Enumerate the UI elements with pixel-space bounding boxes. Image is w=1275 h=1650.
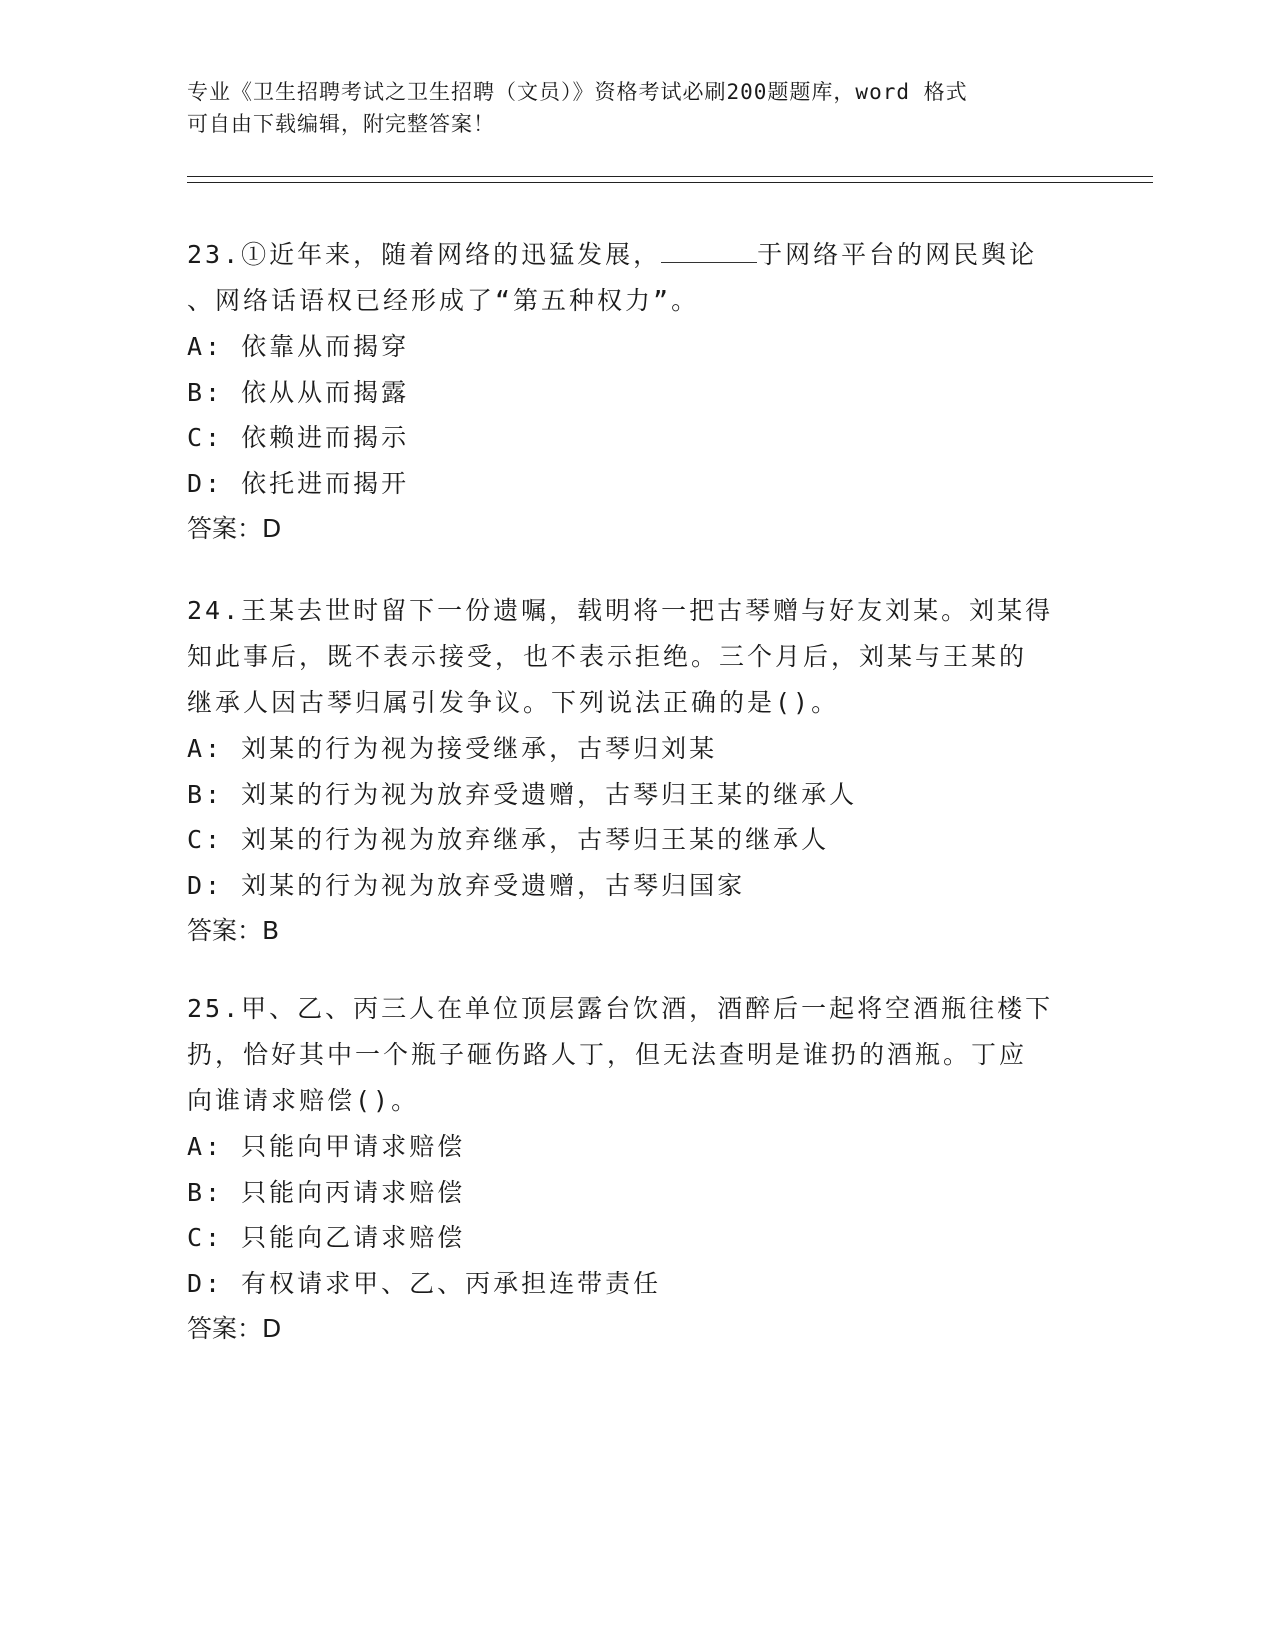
answer-line: 答案：D (187, 1314, 282, 1343)
question-stem-line: 24.王某去世时留下一份遗嘱，载明将一把古琴赠与好友刘某。刘某得 (187, 596, 1054, 625)
option-a: A: 刘某的行为视为接受继承，古琴归刘某 (187, 734, 718, 763)
question-stem-line: 继承人因古琴归属引发争议。下列说法正确的是()。 (187, 688, 840, 717)
option-b: B: 刘某的行为视为放弃受遗赠，古琴归王某的继承人 (187, 779, 858, 809)
header-title-line1: 专业《卫生招聘考试之卫生招聘（文员）》资格考试必刷200题题库，word 格式 (187, 80, 968, 104)
option-d: D: 有权请求甲、乙、丙承担连带责任 (187, 1268, 662, 1298)
option-c: C: 依赖进而揭示 (187, 423, 410, 452)
option-a: A: 依靠从而揭穿 (187, 332, 410, 361)
option-d: D: 依托进而揭开 (187, 468, 410, 498)
question-23 (187, 232, 1067, 552)
question-stem-line: 知此事后，既不表示接受，也不表示拒绝。三个月后，刘某与王某的 (187, 642, 1028, 671)
fill-in-blank (661, 242, 757, 263)
question-stem-text: 23.①近年来，随着网络的迅猛发展， (187, 240, 662, 269)
question-stem-text: 于网络平台的网民舆论 (757, 240, 1038, 269)
question-stem-line: 、网络话语权已经形成了“第五种权力”。 (187, 286, 700, 315)
option-c: C: 只能向乙请求赔偿 (187, 1223, 466, 1252)
question-25 (187, 986, 1067, 1352)
question-stem-line: 扔，恰好其中一个瓶子砸伤路人丁，但无法查明是谁扔的酒瓶。丁应 (187, 1040, 1028, 1069)
answer-line: 答案：D (187, 514, 282, 543)
option-b: B: 依从从而揭露 (187, 377, 410, 407)
option-b: B: 只能向丙请求赔偿 (187, 1177, 466, 1207)
option-c: C: 刘某的行为视为放弃继承，古琴归王某的继承人 (187, 825, 830, 854)
document-header (187, 76, 1067, 140)
question-stem-line: 25.甲、乙、丙三人在单位顶层露台饮酒，酒醉后一起将空酒瓶往楼下 (187, 994, 1054, 1023)
question-24 (187, 588, 1067, 954)
option-d: D: 刘某的行为视为放弃受遗赠，古琴归国家 (187, 870, 746, 900)
header-double-rule (187, 176, 1153, 183)
header-title-line2: 可自由下载编辑，附完整答案！ (187, 112, 495, 136)
question-stem-line (187, 232, 1067, 278)
answer-line: 答案：B (187, 916, 280, 945)
question-stem-line: 向谁请求赔偿()。 (187, 1086, 420, 1115)
option-a: A: 只能向甲请求赔偿 (187, 1132, 466, 1161)
